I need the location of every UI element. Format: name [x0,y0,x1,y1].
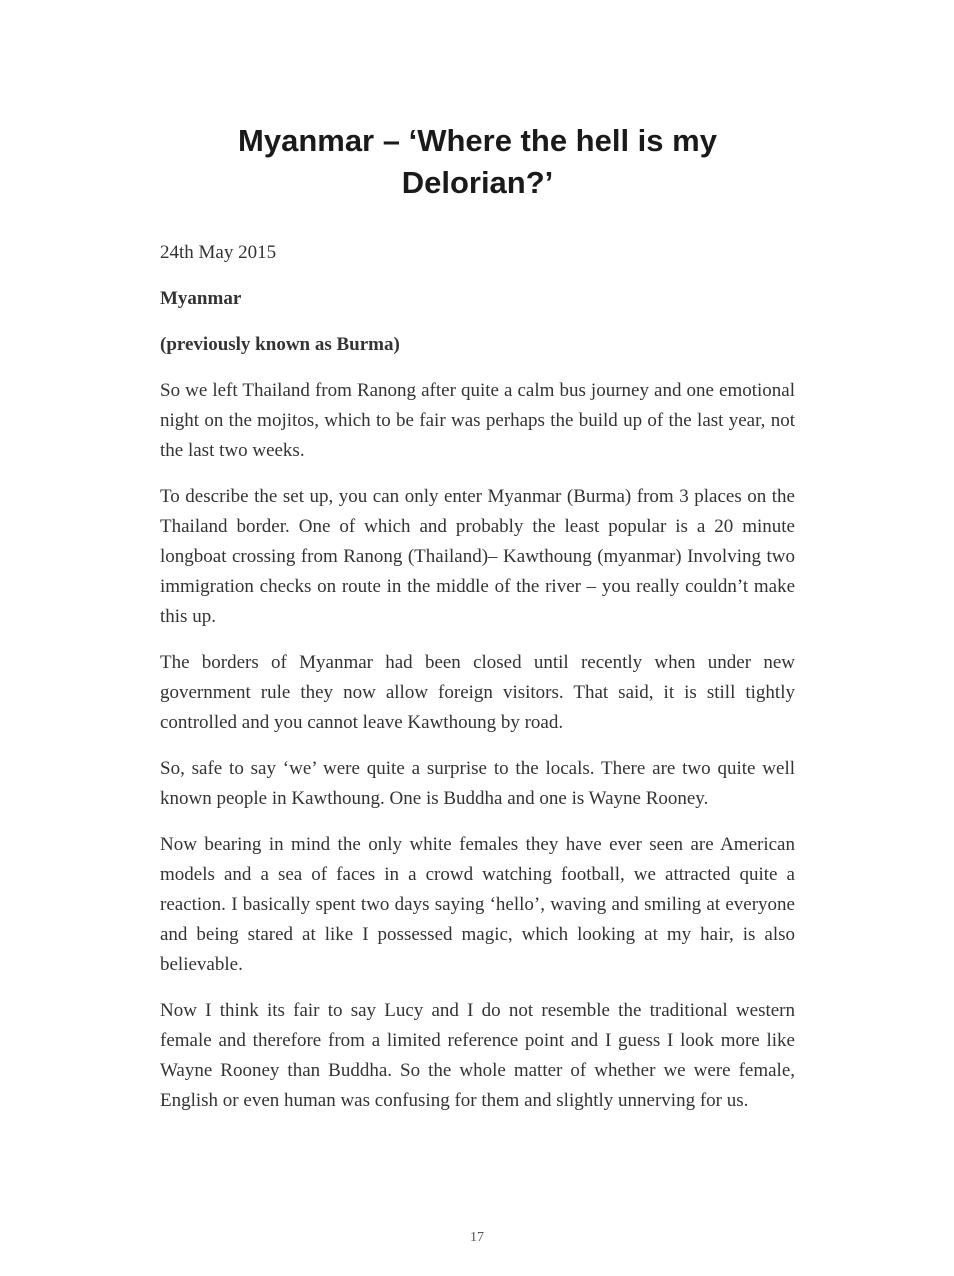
page-title: Myanmar – ‘Where the hell is my Delorian?’ [238,123,717,200]
paragraph-2: To describe the set up, you can only enter Myanmar (Burma) from 3 places on the Thailand border. One of which and probably the least popular is a 20 minute longboat crossing from Ranong (Thailand)– Kawthoung (myanmar) Involving two immigration checks on route in the middle of the river – you really couldn’t make this up. [160,486,795,627]
page-number: 17 [470,1230,484,1245]
paragraph-6: Now I think its fair to say Lucy and I do not resemble the traditional western female and therefore from a limited reference point and I guess I look more like Wayne Rooney than Buddha. So the whole matter of whether we were female, English or even human was confusing for them and slightly unnerving for us. [160,1000,795,1111]
heading-myanmar: Myanmar [160,288,242,309]
paragraph-5: Now bearing in mind the only white females they have ever seen are American models and a sea of faces in a crowd watching football, we attracted quite a reaction. I basically spent two days saying ‘hello’, waving and smiling at everyone and being stared at like I possessed magic, which looking at my hair, is also believable. [160,834,795,975]
post-date: 24th May 2015 [160,242,277,263]
paragraph-4: So, safe to say ‘we’ were quite a surprise to the locals. There are two quite well known people in Kawthoung. One is Buddha and one is Wayne Rooney. [160,758,795,809]
paragraph-3: The borders of Myanmar had been closed until recently when under new government rule they now allow foreign visitors. That said, it is still tightly controlled and you cannot leave Kawthoung by road. [160,652,795,733]
heading-previously-burma: (previously known as Burma) [160,334,400,355]
paragraph-1: So we left Thailand from Ranong after quite a calm bus journey and one emotional night on the mojitos, which to be fair was perhaps the build up of the last year, not the last two weeks. [160,380,795,461]
